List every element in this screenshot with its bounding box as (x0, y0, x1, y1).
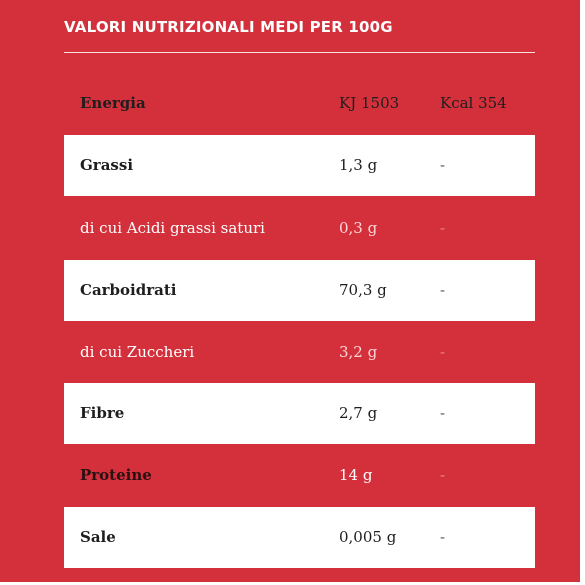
row-label: Sale (80, 528, 116, 546)
table-row-acidi-grassi-saturi (64, 198, 535, 259)
row-label: di cui Zuccheri (80, 343, 195, 361)
row-value: 14 g (339, 466, 373, 484)
row-label: Energia (80, 94, 146, 112)
row-extra: - (440, 156, 446, 174)
table-row-zuccheri (64, 322, 535, 383)
table-row-fibre (64, 383, 535, 444)
row-value: 3,2 g (339, 343, 378, 361)
row-value: 2,7 g (339, 404, 378, 422)
table-title: VALORI NUTRIZIONALI MEDI PER 100G (64, 18, 393, 36)
row-extra: Kcal 354 (440, 94, 507, 112)
table-row-sale (64, 507, 535, 568)
row-extra: - (440, 343, 446, 361)
row-extra: - (440, 281, 446, 299)
row-value: 0,3 g (339, 219, 378, 237)
table-row-carboidrati (64, 260, 535, 321)
row-extra: - (440, 528, 446, 546)
row-value: 1,3 g (339, 156, 378, 174)
row-extra: - (440, 404, 446, 422)
row-extra: - (440, 466, 446, 484)
row-value: 70,3 g (339, 281, 387, 299)
row-extra: - (440, 219, 446, 237)
table-row-energia (64, 73, 535, 134)
row-label: Grassi (80, 156, 134, 174)
row-label: di cui Acidi grassi saturi (80, 219, 265, 237)
table-row-proteine (64, 445, 535, 506)
row-value: KJ 1503 (339, 94, 400, 112)
row-value: 0,005 g (339, 528, 397, 546)
row-label: Fibre (80, 404, 125, 422)
row-label: Carboidrati (80, 281, 177, 299)
title-divider (64, 52, 535, 53)
row-label: Proteine (80, 466, 152, 484)
table-row-grassi (64, 135, 535, 196)
